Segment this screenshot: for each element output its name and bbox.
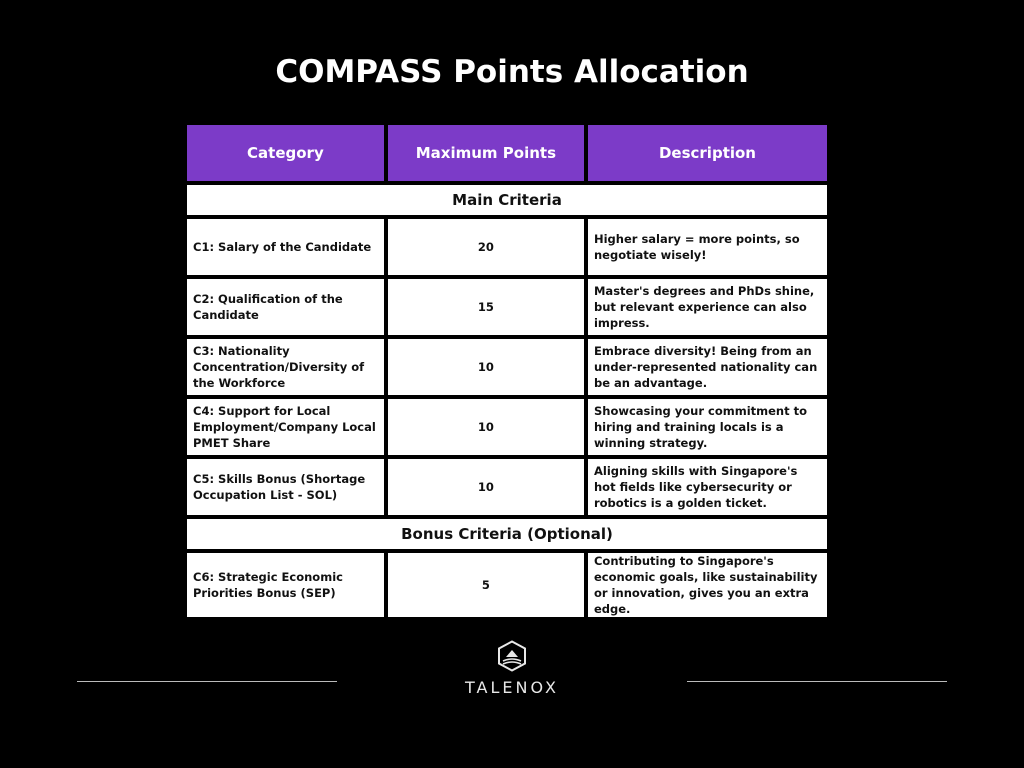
row-category: C1: Salary of the Candidate bbox=[187, 219, 384, 275]
section-label-main: Main Criteria bbox=[187, 185, 827, 215]
logo-wordmark: TALENOX bbox=[465, 678, 559, 697]
row-points: 20 bbox=[388, 219, 584, 275]
table-row bbox=[187, 279, 827, 335]
footer-divider-left bbox=[77, 681, 337, 682]
row-description: Embrace diversity! Being from an under-represented nationality can be an advantage. bbox=[588, 339, 827, 395]
table-row bbox=[187, 219, 827, 275]
points-table-container bbox=[185, 123, 833, 619]
row-points: 15 bbox=[388, 279, 584, 335]
section-label-bonus: Bonus Criteria (Optional) bbox=[187, 519, 827, 549]
row-description: Higher salary = more points, so negotiate wisely! bbox=[588, 219, 827, 275]
row-description: Showcasing your commitment to hiring and training locals is a winning strategy. bbox=[588, 399, 827, 455]
row-description: Master's degrees and PhDs shine, but relevant experience can also impress. bbox=[588, 279, 827, 335]
section-row-main bbox=[187, 185, 827, 215]
row-category: C2: Qualification of the Candidate bbox=[187, 279, 384, 335]
row-category: C4: Support for Local Employment/Company Local PMET Share bbox=[187, 399, 384, 455]
talenox-logo bbox=[462, 640, 562, 697]
table-row bbox=[187, 553, 827, 617]
row-points: 10 bbox=[388, 459, 584, 515]
header-maximum-points: Maximum Points bbox=[388, 125, 584, 181]
table-row bbox=[187, 339, 827, 395]
header-category: Category bbox=[187, 125, 384, 181]
header-description: Description bbox=[588, 125, 827, 181]
points-table bbox=[183, 121, 831, 621]
row-description: Contributing to Singapore's economic goals, like sustainability or innovation, gives you an extra edge. bbox=[588, 553, 827, 617]
row-points: 5 bbox=[388, 553, 584, 617]
row-category: C3: Nationality Concentration/Diversity of the Workforce bbox=[187, 339, 384, 395]
page-title: COMPASS Points Allocation bbox=[275, 54, 749, 90]
table-row bbox=[187, 399, 827, 455]
row-category: C5: Skills Bonus (Shortage Occupation List - SOL) bbox=[187, 459, 384, 515]
table-header-row bbox=[187, 125, 827, 181]
row-points: 10 bbox=[388, 339, 584, 395]
footer-divider-right bbox=[687, 681, 947, 682]
row-category: C6: Strategic Economic Priorities Bonus (SEP) bbox=[187, 553, 384, 617]
section-row-bonus bbox=[187, 519, 827, 549]
row-points: 10 bbox=[388, 399, 584, 455]
table-row bbox=[187, 459, 827, 515]
row-description: Aligning skills with Singapore's hot fields like cybersecurity or robotics is a golden ticket. bbox=[588, 459, 827, 515]
talenox-hexagon-mountain-icon bbox=[497, 640, 527, 672]
